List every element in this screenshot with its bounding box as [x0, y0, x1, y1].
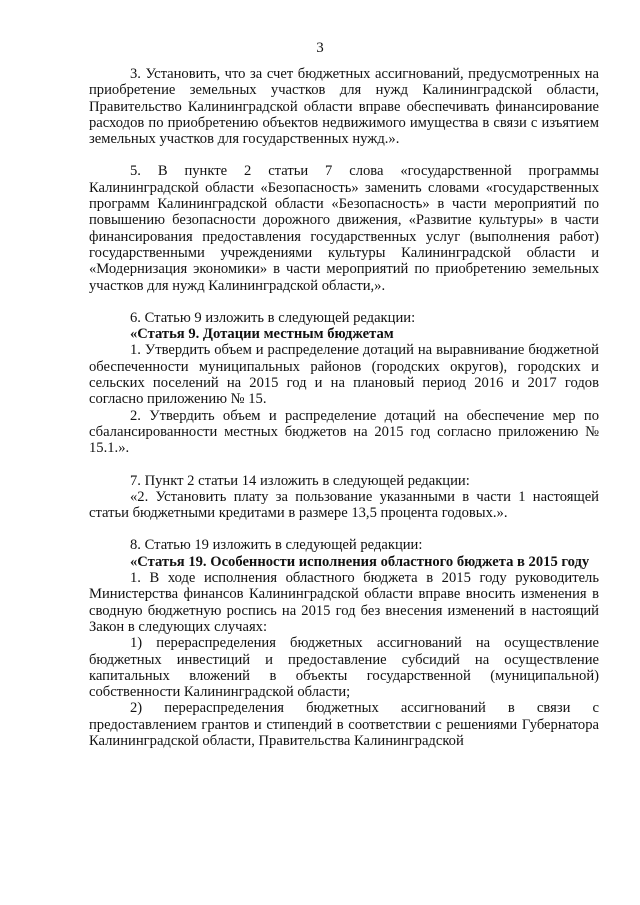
paragraph-7: 7. Пункт 2 статьи 14 изложить в следующей редакции:	[130, 472, 470, 489]
document-body	[89, 66, 599, 749]
article-9-item-1: 1. Утвердить объем и распределение дотаций на выравнивание бюджетной обеспеченности муниципальных районов (городских округов), городских и сельских поселений на 2015 год и на плановый период 2016 и 2017 годов согласно приложению № 15.	[89, 342, 599, 408]
article-19-item-1: 1. В ходе исполнения областного бюджета в 2015 году руководитель Министерства финансов Калининградской области вправе вносить изменения в сводную бюджетную роспись на 2015 год без внесения изменений в настоящий Закон в следующих случаях:	[89, 570, 599, 635]
article-19-heading: «Статья 19. Особенности исполнения областного бюджета в 2015 году	[130, 553, 590, 570]
article-19-subitem-1: 1) перераспределения бюджетных ассигнований на осуществление бюджетных инвестиций и предоставление субсидий на осуществление капитальных вложений в объекты государственной (муниципальной) собственности Калининградской области;	[89, 635, 599, 701]
paragraph-3: 3. Установить, что за счет бюджетных ассигнований, предусмотренных на приобретение земельных участков для нужд Калининградской области, Правительство Калининградской области вправе обеспечивать финансирование расходов по приобретению объектов недвижимого имущества в связи с изъятием земельных участков для государственных нужд.».	[89, 66, 599, 148]
article-9-heading: «Статья 9. Дотации местным бюджетам	[130, 326, 394, 343]
paragraph-8: 8. Статью 19 изложить в следующей редакции:	[130, 537, 423, 554]
article-9-item-2: 2. Утвердить объем и распределение дотаций на обеспечение мер по сбалансированности местных бюджетов на 2015 год согласно приложению № 15.1.».	[89, 407, 599, 457]
paragraph-5: 5. В пункте 2 статьи 7 слова «государственной программы Калининградской области «Безопасность» заменить словами «государственных программ Калининградской области «Безопасность» в части мероприятий по повышению безопасности дорожного движения, «Развитие культуры» в части финансирования предоставления государственных услуг (выполнения работ) государственными учреждениями культуры Калининградской области и «Модернизация экономики» в части мероприятий по приобретению земельных участков для нужд Калининградской области,».	[89, 163, 599, 294]
page-number: 3	[316, 40, 324, 56]
article-19-subitem-2: 2) перераспределения бюджетных ассигнований в связи с предоставлением грантов и стипендий в соответствии с решениями Губернатора Калининградской области, Правительства Калининградской	[89, 700, 599, 749]
paragraph-6: 6. Статью 9 изложить в следующей редакции:	[130, 309, 416, 326]
article-14-item-2: «2. Установить плату за пользование указанными в части 1 настоящей статьи бюджетными кредитами в размере 13,5 процента годовых.».	[89, 488, 599, 522]
